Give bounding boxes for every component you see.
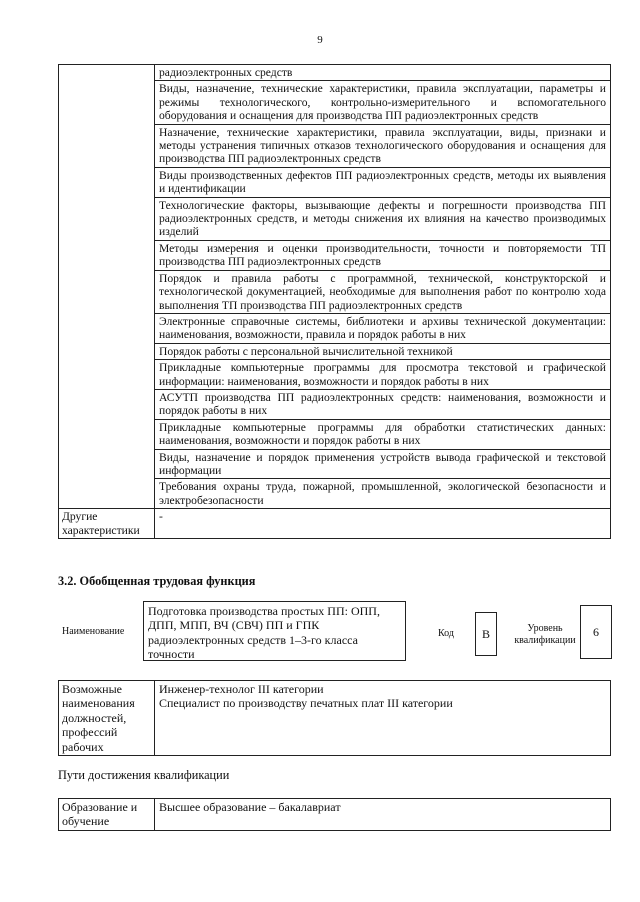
education-label: Образование и обучение: [59, 799, 155, 831]
name-label: Наименование: [62, 626, 125, 637]
table-cell: Электронные справочные системы, библиотеки и архивы технической документации: наименования, возможности, правила и порядок работы в них: [155, 313, 611, 343]
code-box: B: [475, 612, 497, 656]
education-table: [58, 798, 611, 831]
position-item: Специалист по производству печатных плат III категории: [159, 696, 453, 711]
table-cell: Требования охраны труда, пожарной, промышленной, экологической безопасности и электробезопасности: [155, 479, 611, 509]
table-cell: АСУТП производства ПП радиоэлектронных средств: наименования, возможности и порядок работы в них: [155, 389, 611, 419]
table-cell: Порядок работы с персональной вычислительной техникой: [155, 343, 611, 359]
code-label: Код: [438, 628, 454, 639]
table-cell: радиоэлектронных средств: [155, 65, 611, 81]
table-cell: Порядок и правила работы с программной, технической, конструкторской и технологической документацией, необходимые для выполнения работ по контролю хода выполнения ТП производства ПП радиоэлектронных средств: [155, 270, 611, 313]
table-cell: Методы измерения и оценки производительности, точности и повторяемости ТП производства ПП радиоэлектронных средств: [155, 240, 611, 270]
other-characteristics-label: Другие характеристики: [59, 509, 155, 539]
positions-label: Возможные наименования должностей, профессий рабочих: [59, 681, 155, 756]
level-label: Уровень квалификации: [514, 623, 576, 646]
table-row: [59, 65, 611, 81]
position-item: Инженер-технолог III категории: [159, 682, 324, 696]
paths-heading: Пути достижения квалификации: [58, 768, 230, 782]
section-heading: 3.2. Обобщенная трудовая функция: [58, 574, 256, 588]
table-row: [59, 509, 611, 539]
page-number: 9: [317, 34, 323, 46]
table-row: [59, 681, 611, 756]
positions-table: [58, 680, 611, 756]
function-name-box: Подготовка производства простых ПП: ОПП, ДПП, МПП, ВЧ (СВЧ) ПП и ГПК радиоэлектронных средств 1–3-го класса точности: [143, 601, 406, 661]
table-cell: Прикладные компьютерные программы для просмотра текстовой и графической информации: наименования, возможности и порядок работы в них: [155, 360, 611, 390]
education-value: Высшее образование – бакалавриат: [155, 799, 611, 831]
table-cell: Назначение, технические характеристики, правила эксплуатации, виды, признаки и методы устранения типичных отказов технологического оборудования и оснащения для производства ПП радиоэлектронных средств: [155, 124, 611, 167]
row-label-empty: [59, 65, 155, 509]
table-cell: Технологические факторы, вызывающие дефекты и погрешности производства ПП радиоэлектронных средств, и методы снижения их влияния на качество производимых изделий: [155, 197, 611, 240]
table-cell: Виды производственных дефектов ПП радиоэлектронных средств, методы их выявления и идентификации: [155, 167, 611, 197]
positions-values: [155, 681, 611, 756]
table-cell: Виды, назначение и порядок применения устройств вывода графической и текстовой информации: [155, 449, 611, 479]
level-box: 6: [580, 605, 612, 659]
other-characteristics-value: -: [155, 509, 611, 539]
table-row: [59, 799, 611, 831]
table-cell: Прикладные компьютерные программы для обработки статистических данных: наименования, возможности и порядок работы в них: [155, 419, 611, 449]
table-cell: Виды, назначение, технические характеристики, правила эксплуатации, параметры и режимы технологического, контрольно-измерительного и вспомогательного оборудования и оснащения для производства ПП радиоэлектронных средств: [155, 81, 611, 124]
knowledge-table: [58, 64, 611, 539]
